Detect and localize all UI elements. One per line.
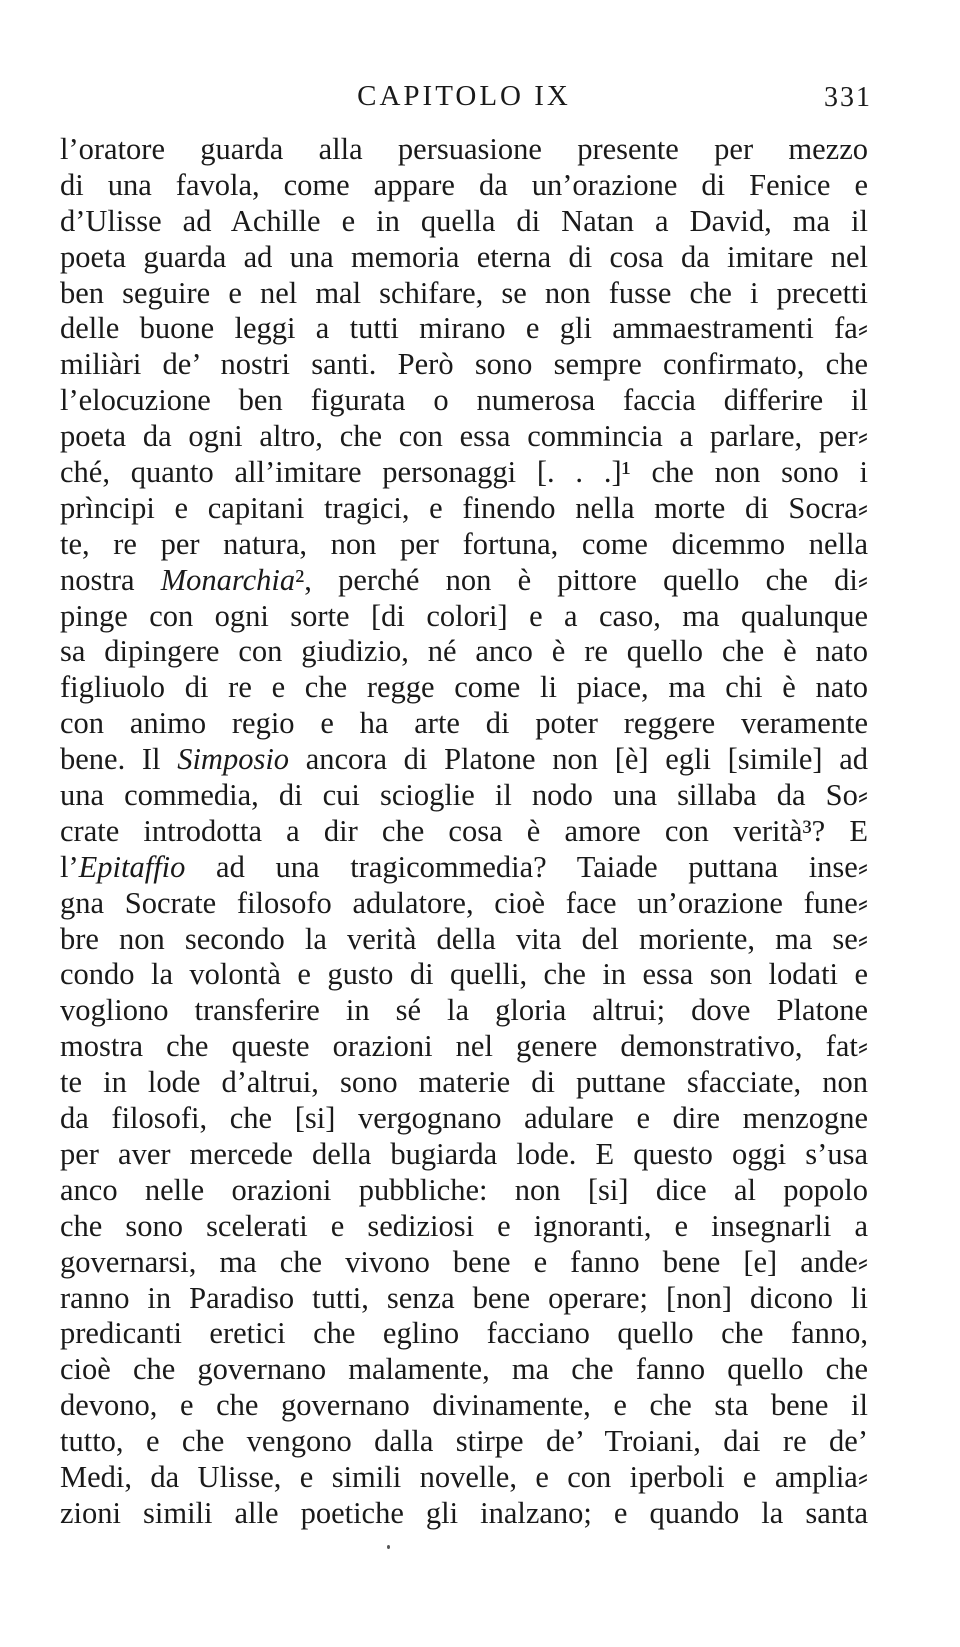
text-line: bre non secondo la verità della vita del moriente, ma se⸗ bbox=[60, 921, 868, 956]
text-line: una commedia, di cui scioglie il nodo una sillaba da So⸗ bbox=[60, 778, 868, 813]
text-line: sa dipingere con giudizio, né anco è re quello che è nato bbox=[60, 634, 868, 669]
text-line: d’Ulisse ad Achille e in quella di Natan a David, ma il bbox=[60, 203, 868, 238]
text-line: crate introdotta a dir che cosa è amore con verità³? E bbox=[60, 813, 868, 848]
print-speck bbox=[387, 1545, 390, 1549]
text-line: delle buone leggi a tutti mirano e gli ammaestramenti fa⸗ bbox=[60, 311, 868, 346]
text-line: per aver mercede della bugiarda lode. E questo oggi s’usa bbox=[60, 1136, 868, 1171]
text-line: di una favola, come appare da un’orazione di Fenice e bbox=[60, 167, 868, 202]
text-line: gna Socrate filosofo adulatore, cioè face un’orazione fune⸗ bbox=[60, 885, 868, 920]
text-line: vogliono transferire in sé la gloria altrui; dove Platone bbox=[60, 993, 868, 1028]
text-line: pinge con ogni sorte [di colori] e a caso, ma qualunque bbox=[60, 598, 868, 633]
text-line: ben seguire e nel mal schifare, se non fusse che i precetti bbox=[60, 275, 868, 310]
text-line: te, re per natura, non per fortuna, come dicemmo nella bbox=[60, 526, 868, 561]
body-text bbox=[60, 132, 868, 1532]
text-line: miliàri de’ nostri santi. Però sono sempre confirmato, che bbox=[60, 347, 868, 382]
text-line: che sono scelerati e sediziosi e ignoranti, e insegnarli a bbox=[60, 1208, 868, 1243]
text-line: zioni simili alle poetiche gli inalzano; e quando la santa bbox=[60, 1495, 868, 1530]
text-line: tutto, e che vengono dalla stirpe de’ Troiani, dai re de’ bbox=[60, 1424, 868, 1459]
text-line: bene. Il Simposio ancora di Platone non [è] egli [simile] ad bbox=[60, 742, 868, 777]
text-line: mostra che queste orazioni nel genere demonstrativo, fat⸗ bbox=[60, 1029, 868, 1064]
text-line: poeta da ogni altro, che con essa commincia a parlare, per⸗ bbox=[60, 419, 868, 454]
text-line: anco nelle orazioni pubbliche: non [si] dice al popolo bbox=[60, 1172, 868, 1207]
text-line: da filosofi, che [si] vergognano adulare e dire menzogne bbox=[60, 1101, 868, 1136]
chapter-title: CAPITOLO IX bbox=[357, 80, 571, 112]
text-line: te in lode d’altrui, sono materie di puttane sfacciate, non bbox=[60, 1065, 868, 1100]
text-line: con animo regio e ha arte di poter reggere veramente bbox=[60, 706, 868, 741]
text-line: l’elocuzione ben figurata o numerosa faccia differire il bbox=[60, 383, 868, 418]
text-line: Medi, da Ulisse, e simili novelle, e con iperboli e amplia⸗ bbox=[60, 1459, 868, 1494]
text-line: condo la volontà e gusto di quelli, che in essa son lodati e bbox=[60, 957, 868, 992]
text-line: cioè che governano malamente, ma che fanno quello che bbox=[60, 1352, 868, 1387]
running-head bbox=[60, 80, 872, 120]
text-line: l’Epitaffio ad una tragicommedia? Taiade puttana inse⸗ bbox=[60, 849, 868, 884]
text-line: ranno in Paradiso tutti, senza bene operare; [non] dicono li bbox=[60, 1280, 868, 1315]
page-number: 331 bbox=[824, 82, 872, 113]
text-line: governarsi, ma che vivono bene e fanno bene [e] ande⸗ bbox=[60, 1244, 868, 1279]
text-line: prìncipi e capitani tragici, e finendo nella morte di Socra⸗ bbox=[60, 490, 868, 525]
text-line: poeta guarda ad una memoria eterna di cosa da imitare nel bbox=[60, 239, 868, 274]
text-line: devono, e che governano divinamente, e che sta bene il bbox=[60, 1388, 868, 1423]
text-line: figliuolo di re e che regge come li piace, ma chi è nato bbox=[60, 670, 868, 705]
text-line: ché, quanto all’imitare personaggi [. . .]¹ che non sono i bbox=[60, 455, 868, 490]
text-line: predicanti eretici che eglino facciano quello che fanno, bbox=[60, 1316, 868, 1351]
text-line: l’oratore guarda alla persuasione presente per mezzo bbox=[60, 132, 868, 166]
text-line: nostra Monarchia², perché non è pittore quello che di⸗ bbox=[60, 562, 868, 597]
